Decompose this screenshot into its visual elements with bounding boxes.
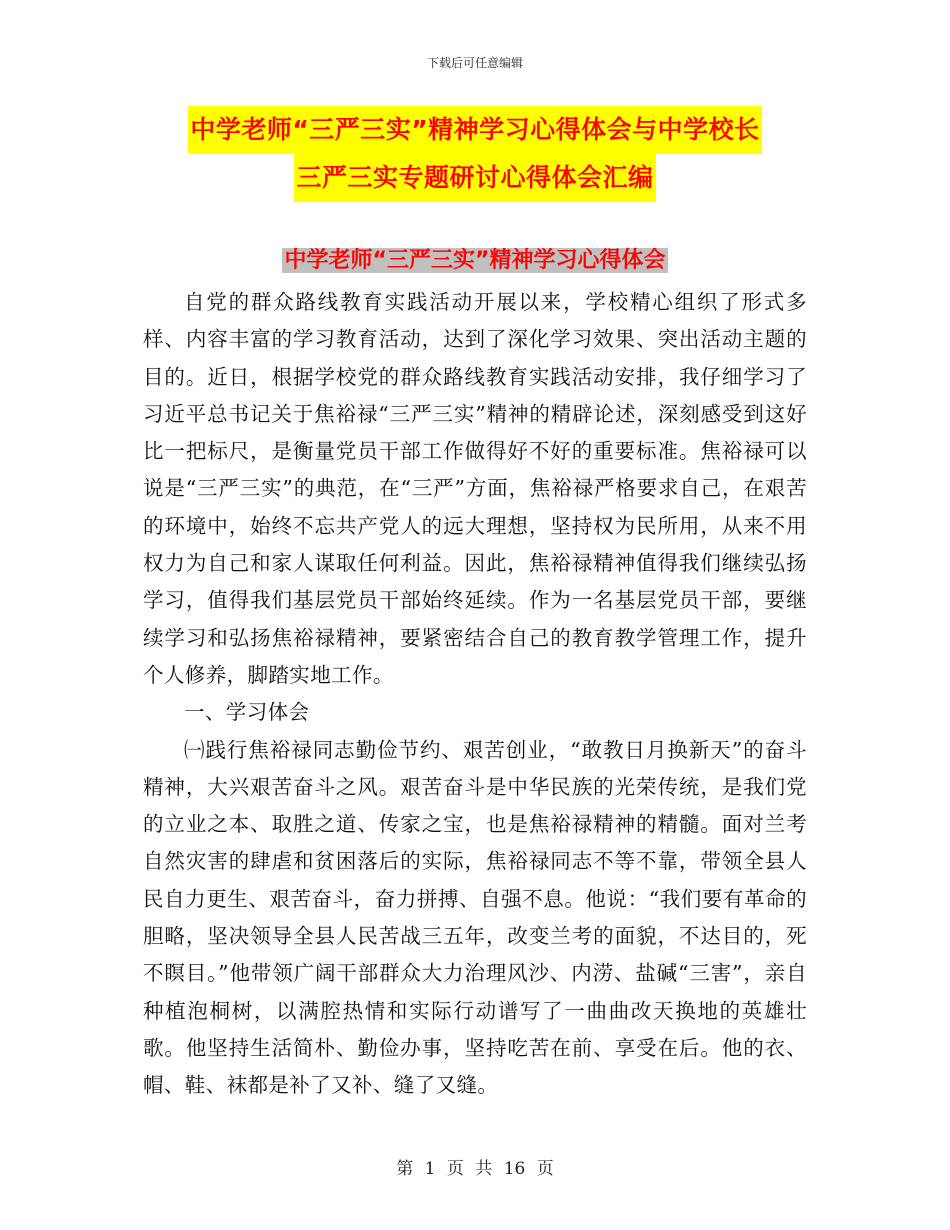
paragraph-intro: 自党的群众路线教育实践活动开展以来，学校精心组织了形式多样、内容丰富的学习教育活动，达到了深化学习效果、突出活动主题的目的。近日，根据学校党的群众路线教育实践活动安排，我仔细学习了习近平总书记关于焦裕禄“三严三实”精神的精辟论述，深刻感受到这好比一把标尺，是衡量党员干部工作做得好不好的重要标准。焦裕禄可以说是“三严三实”的典范，在“三严”方面，焦裕禄严格要求自己，在艰苦的环境中，始终不忘共产党人的远大理想，坚持权为民所用，从来不用权力为自己和家人谋取任何利益。因此，焦裕禄精神值得我们继续弘扬学习，值得我们基层党员干部始终延续。作为一名基层党员干部，要继续学习和弘扬焦裕禄精神，要紧密结合自己的教育教学管理工作，提升个人修养，脚踏实地工作。 (143, 290, 807, 687)
page-header-note: 下载后可任意编辑 (426, 56, 523, 70)
paragraph-point-1: ㈠践行焦裕禄同志勤俭节约、艰苦创业，“敢教日月换新天”的奋斗精神，大兴艰苦奋斗之风。艰苦奋斗是中华民族的光荣传统，是我们党的立业之本、取胜之道、传家之宝，也是焦裕禄精神的精髓。面对兰考自然灾害的肆虐和贫困落后的实际，焦裕禄同志不等不靠，带领全县人民自力更生、艰苦奋斗，奋力拼搏、自强不息。他说：“我们要有革命的胆略，坚决领导全县人民苦战三五年，改变兰考的面貌，不达目的，死不瞑目。”他带领广阔干部群众大力治理风沙、内涝、盐碱“三害”，亲自种植泡桐树，以满腔热情和实际行动谱写了一曲曲改天换地的英雄壮歌。他坚持生活简朴、勤俭办事，坚持吃苦在前、享受在后。他的衣、帽、鞋、袜都是补了又补、缝了又缝。 (143, 737, 807, 1098)
document-title (0, 106, 950, 202)
heading-study-experience: 一、学习体会 (184, 700, 310, 725)
document-title-line-1: 中学老师“三严三实”精神学习心得体会与中学校长 (188, 106, 761, 154)
document-body (143, 284, 807, 1105)
section-title-text: 中学老师“三严三实”精神学习心得体会 (282, 248, 669, 273)
page-footer-page-number: 第 1 页 共 16 页 (396, 1159, 554, 1179)
document-title-line-2: 三严三实专题研讨心得体会汇编 (294, 154, 655, 202)
section-title (0, 242, 950, 280)
